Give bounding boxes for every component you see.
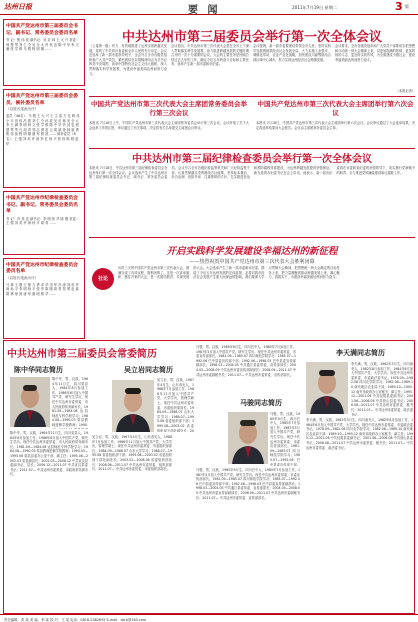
profile-text-2: 吴立岩，男，汉族，1967年4月生，山东寿光人，1988年7月参加工作，1986年11月加入中国共产党，大学学历，管理学硕士。现任中共达州市委常委、市委组织部部长。1984.09—1988.07 山东大学学习；1988.07—1995.08 省委组织部干部；1995.08—2003.02 省委组织部干部处副处长；2003.02—2008.06 省委组织部处长；2008.06—2011.07 中共达州市委常委、组织部部长；2011.07— 中共达州市委常委、市委组织部部长。	[92, 435, 172, 472]
committee-members-box	[3, 89, 85, 188]
profile-text-3: 马骏，男，汉族，1965年9月生，四川巴中人，1985年7月参加工作，1987年5月加入中国共产党，研究生学历。现任中共达州市委常委、市委宣传部部长。1981.09—1985.07 四川师范学院学习；1985.07—1992.06 巴中县委宣传部干部；1992.06—1998.03 巴中县委宣传部副部长；1998.03—2004.05 中共通江县委常委、宣传部部长；2004.05—2008.09 中共达州市委宣传部副部长；2008.09—2011.07 中共达州市委副秘书长；2011.07— 中共达州市委常委、宣传部部长。	[196, 468, 300, 500]
portrait-photo	[10, 377, 50, 427]
discipline-headline: 中共达州市第三届纪律检查委员会举行第一次全体会议	[132, 154, 372, 165]
page-header	[0, 0, 418, 15]
divider	[89, 148, 415, 149]
committee-members-names: 委员（46名）：马 骏 王 大 兴 王 文 清 方 光 明 邓 小 平 田 伟 冯 建 刘 仁 仝 孙 波 吴 应 林 吴 全 太 李 天 满 李 明 杨 文 张 学 维 陈 中 华 肖 其 忠 邢 慧 琴 罗 凡 周 青 郑 志 勇 赵 云 胡 斌 徐 林 唐 勇 焦 伟 侠 程 明 顺 谢 军 熊 波 …… 候补委员（8名）：王 强 刘 英 许 涛 李 红 杨 平 张 伟 陈 明 赵 华	[6, 114, 80, 146]
page-footer: 责任编辑：张 某 美 编：李 某 校 对：王 某 电话：0818-2382655 E-mail：dzrb@163.com	[0, 614, 418, 622]
portrait-photo	[112, 380, 154, 432]
lead-column-3: 会议强调，新一届市委要团结带领全市人民，坚持以科学发展观统领经济社会发展全局，大力实施工业强市、城镇化带动、农业产业化战略，加快建设川渝鄂陕结合部区域中心城市，努力实现达州经济社会跨越发展。	[253, 44, 331, 62]
divider	[89, 237, 415, 238]
profile-text-3-side: 马骏，男，汉族，1965年9月生，四川巴中人，1985年7月参加工作，1987年5月加入中国共产党，研究生学历。现任中共达州市委常委、市委宣传部部长。1981.09—1985.07 四川师范学院学习；1985.07—1992.06 巴中县委宣传部干部；	[270, 412, 300, 466]
presidium-standing-text: 本报讯 7月18日上午，中国共产党达州市第三次代表大会主席团常务委员会举行第三次会议。会议听取了关于大会选举工作的汇报，审议通过了有关事项，决定将有关名单提交主席团会议审议。	[89, 121, 249, 130]
discipline-leaders-title: 中国共产党达州市纪律检查委员会书记、副书记、常务委员会委员名单	[6, 195, 78, 214]
divider	[89, 96, 415, 97]
discipline-text: 本报讯 7月18日，中共达州市第三届纪律检查委员会在达州举行第一次全体会议。会议选举产生了中共达州市第三届纪律检查委员会书记、副书记、常务委员会委员。会议号召全市各级纪检监察机关和广大纪检监察干部，认真贯彻落实党的路线方针政策，坚持标本兼治、综合治理、惩防并举、注重预防的方针，扎实推进惩治和预防腐败体系建设，为达州跨越发展提供坚强保证。新当选的市纪委书记在会上讲话，他表示，新一届市纪委将在市委和省纪委的坚强领导下，切实履行党章赋予的职责，全力推进党风廉政建设和反腐败工作。	[89, 166, 415, 180]
editorial-subtitle: ——热烈祝贺中国共产党达州市第三次代表大会胜利闭幕	[189, 259, 315, 265]
presidium-headline: 中国共产党达州市第三次代表大会主席团举行第六次会议	[257, 100, 414, 117]
profile-name-3: 马骏同志简历	[240, 398, 282, 407]
committee-members-note: （以姓氏笔画为序）	[6, 107, 39, 111]
profile-text-1: 陈中华，男，汉族，1964年11月生，四川渠县人，1984年8月参加工作，1986年6月加入中国共产党，研究生学历。现任中共达州市委常委、市人民政府常务副市长。1981.09—1984.08 达县师范专科学校学习；1984.08—1990.03 渠县教师进修学校教师；1990.03—1995.06 渠县县委办公室干部、副主任；1995.06—2002.03 渠县副县长；2002.03—2006.12 中共宣汉县委副书记、县长；2006.12—2011.07 中共宣汉县委书记；2011.07— 中共达州市委常委、市政府常务副市长。	[10, 431, 88, 477]
lead-byline: （本报记者）	[395, 89, 415, 93]
editorial-badge: 社论	[92, 268, 114, 290]
profile-name-2: 吴立岩同志简历	[124, 365, 173, 374]
discipline-leaders-names: 书 记：肖 其 忠 副书记：李 明 张 华 陈 刚 常委：王 强 刘 英 许 涛 杨 平 周 青 ……	[6, 216, 80, 226]
editorial-title: 开启实践科学发展建设幸福达州的新征程	[166, 246, 338, 257]
profile-name-1: 陈中华同志简历	[14, 365, 63, 374]
person-portrait-icon	[112, 380, 154, 432]
member-lists-sidebar	[3, 19, 85, 337]
page-label: 版	[405, 4, 409, 9]
profile-text-4-side: 李天满，男，汉族，1962年3月生，四川南充人，1982年8月参加工作，1984年6月加入中国共产党，大学学历。现任中共达州市委常委、市委政法委书记。1978.09—1982.08 四川农学院学习；1982.08—1989.10 南充地区农业局干部；1989.10—1995.12 南充市政府办公室秘书、副主任；1995.12—2001.06 中共仪陇县委副书记；2001.06—2006.08 中共营山县委书记；2006.08—2011.07 中共达州市委常委、秘书长；2011.07— 中共达州市委常委、政法委书记。	[351, 362, 413, 416]
presidium-text: 本报讯 7月18日，中国共产党达州市第三次代表大会主席团举行第六次会议。会议审议通过了大会选举结果，决定将选举结果向大会报告。会议由主席团常务委员会主持。	[256, 121, 415, 130]
profile-text-3-top: 马骏，男，汉族，1965年9月生，四川巴中人，1985年7月参加工作，1987年5月加入中国共产党，研究生学历。现任中共达州市委常委、市委宣传部部长。1981.09—1985.07 四川师范学院学习；1985.07—1992.06 巴中县委宣传部干部；1992.06—1998.03 巴中县委宣传部副部长；1998.03—2004.05 中共通江县委常委、宣传部部长；2004.05—2008.09 中共达州市委宣传部副部长；2008.09—2011.07 中共达州市委副秘书长；2011.07— 中共达州市委常委、宣传部部长。	[196, 345, 296, 377]
page-number: 3	[395, 0, 403, 13]
person-portrait-icon	[228, 412, 268, 464]
profiles-headline: 中共达州市第三届委员会常委简历	[7, 349, 157, 360]
portrait-photo	[306, 362, 348, 414]
discipline-leaders-box	[3, 191, 85, 255]
profile-text-2-side: 吴立岩，男，汉族，1967年4月生，山东寿光人，1988年7月参加工作，1986年11月加入中国共产党，大学学历，管理学硕士。现任中共达州市委常委、市委组织部部长。1984.09—1988.07 山东大学学习；1988.07—1995.08 省委组织部干部；1995.08—2003.02 省委组织部干部处副处长；20	[157, 378, 194, 432]
masthead-logo: 达州日报	[4, 2, 32, 11]
committee-leaders-names: 书 记：焦 伟 侠 副书记：吴 应 林 王 大 兴 常委：邢 慧 琴 刘 仁 仝 吴 全 太 肖 其 忠 陈 中 华 李 天 满 张 学 维 马 骏 程 明 顺 ……	[6, 38, 80, 52]
discipline-members-title: 中国共产党达州市纪律检查委员会委员名单	[6, 261, 78, 274]
portrait-photo	[228, 412, 268, 464]
person-portrait-icon	[306, 362, 348, 414]
lead-column-4: 会议要求，全市各级党组织和广大党员干部要切实把思想和行动统一到大会精神上来，以更加饱满的热情、更加昂扬的斗志、更加务实的作风，为全面建成小康社会、建设幸福美丽达州而努力奋斗。	[335, 44, 415, 62]
profile-text-1-top: 陈中华，男，汉族，1964年11月生，四川渠县人，1984年8月参加工作，1986年6月加入中国共产党，研究生学历。现任中共达州市委常委、市人民政府常务副市长。1981.09—1984.08 达县师范专科学校学习；1984.08—1990.03 渠县教师进修学校教师；1990.	[52, 377, 88, 427]
committee-members-title: 中国共产党达州市第三届委员会委员、候补委员名单	[6, 93, 78, 106]
lead-column-1: （上接第一版）有力、有效地推进了达州实现跨越式发展，得到了中共四川省委和全市人民的充分肯定。会议还选举了新一届市委领导班子，全会号召全市各级党组织和广大共产党员，紧密团结在以胡锦涛同志为总书记的党中央周围，高举中国特色社会主义伟大旗帜，深入贯彻落实科学发展观，为建设幸福美丽达州而努力奋斗。	[89, 44, 167, 76]
discipline-members-box	[3, 258, 85, 339]
discipline-members-names: 马 林 王 刚 王 强 方 勇 邓 华 田 军 冯 涛 刘 英 许 涛 孙 平 李 明 杨 平 张 华 陈 刚 周 青 郑 勇 赵 斌 胡 林 徐 波 唐 军 谢 明 熊 华 ……	[6, 282, 79, 296]
issue-date: 2011年7月19日 星期二	[292, 5, 338, 10]
lead-column-2: 会议指出，中共达州市第三次代表大会是在全市上下深入贯彻落实科学发展观、奋力推进跨越发展的关键时期召开的一次十分重要的会议。大会的主要任务是回顾总结过去五年的工作，确定今后五年的奋斗目标和主要任务，选举产生新一届市委和市纪委。	[171, 44, 249, 67]
presidium-standing-headline: 中国共产党达州市第三次代表大会主席团常务委员会举行第三次会议	[91, 100, 247, 117]
main-headline: 中共达州市第三届委员会举行第一次全体会议	[121, 30, 382, 45]
committee-leaders-title: 中国共产党达州市第三届委员会书记、副书记、常务委员会委员名单	[6, 23, 78, 36]
person-portrait-icon	[10, 377, 50, 427]
editorial-text: 历时三天的中国共产党达州市第三次代表大会，圆满完成了各项议程，胜利闭幕了。这是一次高举旗帜、继往开来的大会，是一次团结鼓劲、共谋发展的大会。大会选举产生了新一届市委和市纪委，描绘了今后五年达州发展的宏伟蓝图，必将对我市经济社会发展产生重大而深远的影响。我们要深入学习贯彻大会精神，把思想统一到大会确定的目标任务上来，把力量凝聚到推动跨越发展上来，凝心聚力，真抓实干，为建设幸福美丽达州而努力奋斗。	[118, 266, 340, 280]
profile-name-4: 李天满同志简历	[336, 348, 385, 357]
discipline-members-note: （以姓氏笔画为序）	[6, 275, 39, 280]
committee-leaders-box	[3, 19, 85, 86]
section-title: 要 闻	[188, 5, 221, 16]
profile-text-4: 李天满，男，汉族，1962年3月生，四川南充人，1982年8月参加工作，1984年6月加入中国共产党，大学学历。现任中共达州市委常委、市委政法委书记。1978.09—1982.08 四川农学院学习；1982.08—1989.10 南充地区农业局干部；1989.10—1995.12 南充市政府办公室秘书、副主任；1995.12—2001.06 中共仪陇县委副书记；2001.06—2006.08 中共营山县委书记；2006.08—2011.07 中共达州市委常委、秘书长；2011.07— 中共达州市委常委、政法委书记。	[306, 418, 413, 450]
